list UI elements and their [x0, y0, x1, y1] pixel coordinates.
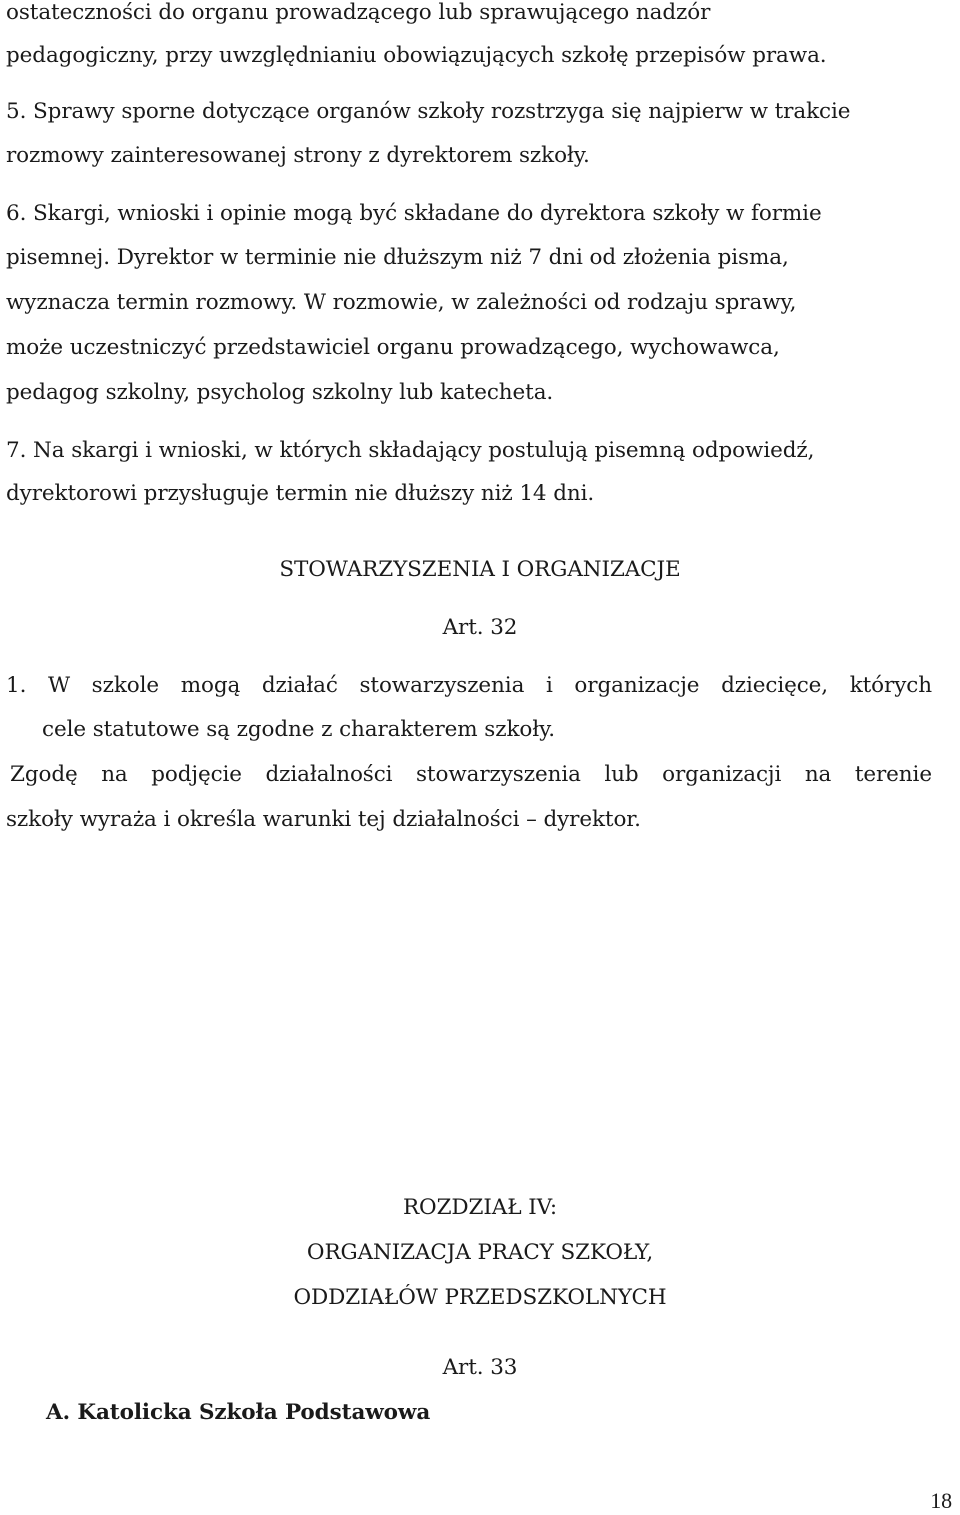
- page-number: 18: [930, 1488, 952, 1513]
- chapter-title-line-2: ODDZIAŁÓW PRZEDSZKOLNYCH: [293, 1285, 667, 1310]
- word: na: [101, 762, 128, 787]
- text-line-3: 5. Sprawy sporne dotyczące organów szkoły rozstrzyga się najpierw w trakcie: [6, 99, 851, 124]
- word: dziecięce,: [721, 673, 829, 698]
- section-title: STOWARZYSZENIA I ORGANIZACJE: [279, 557, 681, 582]
- word: stowarzyszenia: [416, 762, 581, 787]
- article-32-heading: Art. 32: [442, 615, 518, 640]
- word: W: [48, 673, 70, 698]
- word: działać: [261, 673, 338, 698]
- word: na: [804, 762, 832, 787]
- word: terenie: [854, 762, 932, 787]
- text-line-8: może uczestniczyć przedstawiciel organu prowadzącego, wychowawca,: [6, 335, 780, 360]
- word: podjęcie: [151, 762, 242, 787]
- word: mogą: [180, 673, 241, 698]
- art32-paragraph-2-line-2: szkoły wyraża i określa warunki tej działalności – dyrektor.: [6, 807, 641, 832]
- word: szkole: [91, 673, 160, 698]
- word: lub: [604, 762, 639, 787]
- word: i: [545, 673, 553, 698]
- word: Zgodę: [10, 762, 78, 787]
- art32-paragraph-1-line-1: [6, 673, 932, 698]
- chapter-heading: ROZDZIAŁ IV:: [402, 1195, 558, 1220]
- word: organizacji: [662, 762, 782, 787]
- word: stowarzyszenia: [359, 673, 525, 698]
- text-line-5: 6. Skargi, wnioski i opinie mogą być składane do dyrektora szkoły w formie: [6, 201, 822, 226]
- text-line-2: pedagogiczny, przy uwzględnianiu obowiązujących szkołę przepisów prawa.: [6, 43, 827, 68]
- text-line-11: dyrektorowi przysługuje termin nie dłuższy niż 14 dni.: [6, 481, 595, 506]
- article-33-heading: Art. 33: [442, 1355, 518, 1380]
- word: organizacje: [574, 673, 700, 698]
- word: 1.: [6, 673, 27, 698]
- word: działalności: [265, 762, 393, 787]
- chapter-title-line-1: ORGANIZACJA PRACY SZKOŁY,: [306, 1240, 654, 1265]
- text-line-7: wyznacza termin rozmowy. W rozmowie, w zależności od rodzaju sprawy,: [6, 290, 797, 315]
- subsection-heading: A. Katolicka Szkoła Podstawowa: [46, 1400, 431, 1425]
- word: których: [849, 673, 932, 698]
- text-line-6: pisemnej. Dyrektor w terminie nie dłuższym niż 7 dni od złożenia pisma,: [6, 245, 789, 270]
- text-line-10: 7. Na skargi i wnioski, w których składający postulują pisemną odpowiedź,: [6, 438, 815, 463]
- art32-paragraph-1-line-2: cele statutowe są zgodne z charakterem szkoły.: [42, 717, 556, 742]
- text-line-4: rozmowy zainteresowanej strony z dyrektorem szkoły.: [6, 143, 590, 168]
- text-line-9: pedagog szkolny, psycholog szkolny lub katecheta.: [6, 380, 554, 405]
- art32-paragraph-2-line-1: [10, 762, 932, 787]
- text-line-1: ostateczności do organu prowadzącego lub sprawującego nadzór: [6, 0, 711, 25]
